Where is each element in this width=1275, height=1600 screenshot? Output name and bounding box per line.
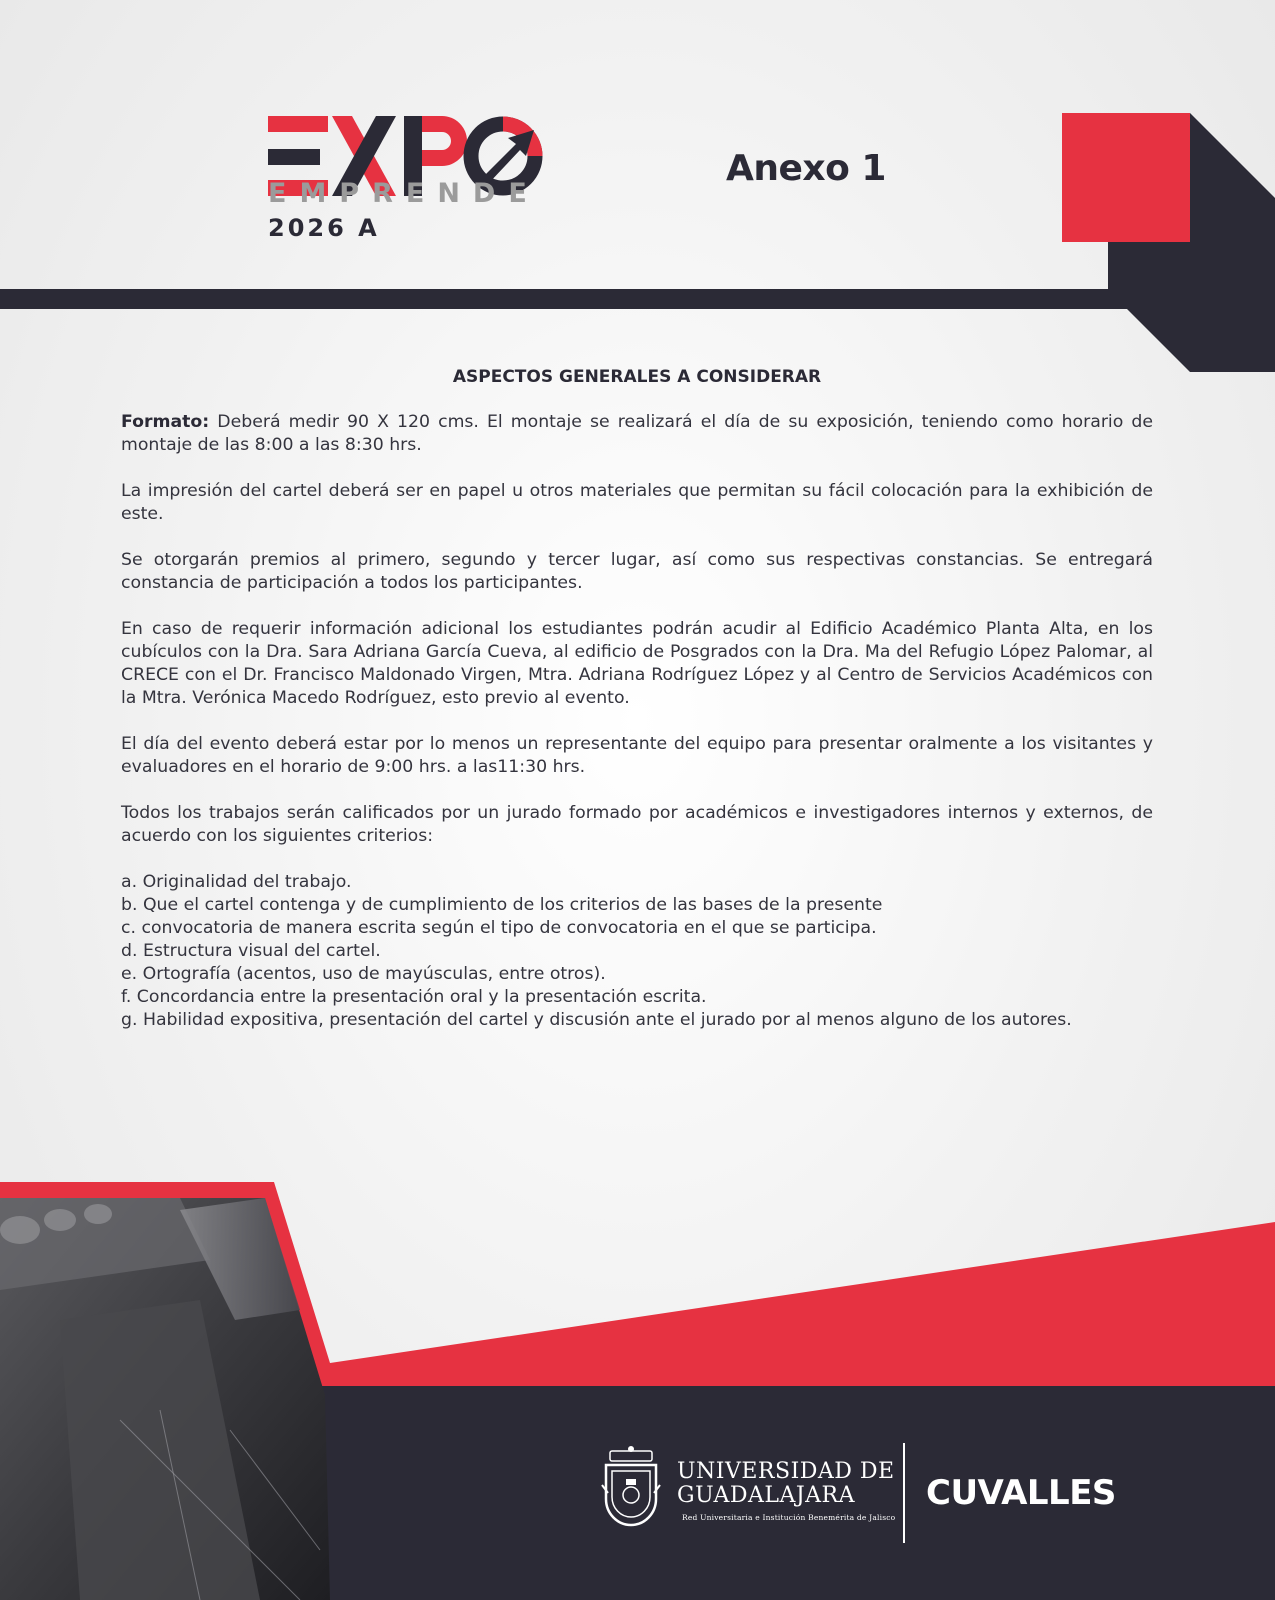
header-red-square [1062,113,1190,242]
list-item: g. Habilidad expositiva, presentación del cartel y discusión ante el jurado por al menos alguno de los autores. [121,1010,1072,1030]
footer-divider [903,1443,905,1543]
formato-text: Deberá medir 90 X 120 cms. El montaje se realizará el día de su exposición, teniendo como horario de montaje de las 8:00 a las 8:30 hrs. [121,412,1153,455]
university-crest-icon [600,1445,662,1529]
university-tagline: Red Universitaria e Institución Benemérita de Jalisco [682,1513,896,1522]
paragraph-contacts: En caso de requerir información adicional los estudiantes podrán acudir al Edificio Académico Planta Alta, en los cubículos con la Dra. Sara Adriana García Cueva, al edificio de Posgrados con la Dra. Ma del Refugio López Palomar, al CRECE con el Dr. Francisco Maldonado Virgen, Mtra. Adriana Rodríguez López y al Centro de Servicios Académicos con la Mtra. Verónica Macedo Rodríguez, esto previo al evento. [121,619,1153,708]
paragraph-awards: Se otorgarán premios al primero, segundo y tercer lugar, así como sus respectivas constancias. Se entregará constancia de participación a todos los participantes. [121,550,1153,593]
list-item: d. Estructura visual del cartel. [121,941,381,961]
list-item: c. convocatoria de manera escrita según el tipo de convocatoria en el que se participa. [121,918,877,938]
header-band [0,289,1130,309]
header-decoration [0,0,1275,380]
footer-decoration [0,1170,1275,1600]
university-line1: UNIVERSIDAD DE [677,1459,895,1484]
university-name [677,1460,895,1508]
paragraph-event-day: El día del evento deberá estar por lo menos un representante del equipo para presentar oralmente a los visitantes y evaluadores en el horario de 9:00 hrs. a las11:30 hrs. [121,734,1153,777]
logo-year: 2026 A [268,214,380,242]
paragraph-evaluation: Todos los trabajos serán calificados por un jurado formado por académicos e investigadores internos y externos, de acuerdo con los siguientes criterios: [121,803,1153,846]
criteria-list [121,871,1153,1032]
list-item: f. Concordancia entre la presentación oral y la presentación escrita. [121,987,707,1007]
list-item: a. Originalidad del trabajo. [121,872,352,892]
paragraph-formato [121,411,1153,457]
campus-name: CUVALLES [926,1473,1116,1513]
document-body [121,366,1153,1032]
list-item: b. Que el cartel contenga y de cumplimiento de los criterios de las bases de la presente [121,895,883,915]
university-line2: GUADALAJARA [677,1483,856,1508]
logo-subtitle: EMPRENDE [268,178,540,209]
formato-label: Formato: [121,412,210,432]
annex-title: Anexo 1 [726,148,886,189]
section-heading: ASPECTOS GENERALES A CONSIDERAR [452,367,822,387]
list-item: e. Ortografía (acentos, uso de mayúsculas, entre otros). [121,964,606,984]
paragraph-printing: La impresión del cartel deberá ser en papel u otros materiales que permitan su fácil colocación para la exhibición de este. [121,481,1153,524]
